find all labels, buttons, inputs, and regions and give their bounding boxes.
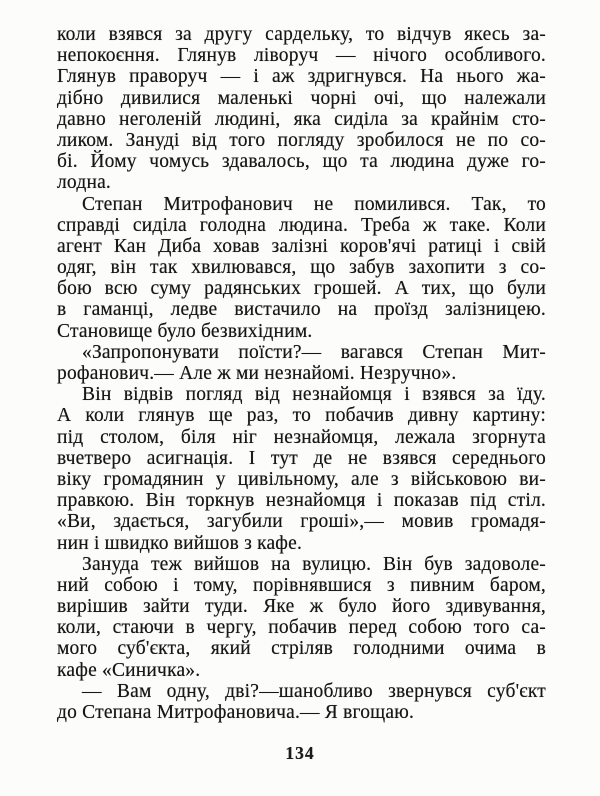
text-line: вчетверо асигнація. І тут де не взявся середнього: [57, 447, 546, 469]
body-text: [57, 24, 546, 723]
text-line: бі. Йому чомусь здавалось, що та людина дуже го-: [57, 151, 546, 173]
text-line: правкою. Він торкнув незнайомця і показав під стіл.: [57, 490, 546, 512]
text-line: ликом. Зануді від того погляду зробилося не по со-: [57, 129, 546, 151]
text-line: в гаманці, ледве вистачило на проїзд залізницею.: [57, 299, 546, 321]
page-number: 134: [285, 743, 315, 763]
text-line: «Ви, здається, загубили гроші»,— мовив громадя-: [57, 511, 546, 533]
text-line: лодна.: [57, 172, 112, 194]
text-line: справді сиділа голодна людина. Треба ж таке. Коли: [57, 214, 546, 236]
text-line: коли, стаючи в чергу, побачив перед собою того са-: [57, 617, 546, 639]
text-line: віку громадянин у цивільному, але з військовою ви-: [57, 468, 546, 490]
text-line: Становище було безвихідним.: [57, 320, 313, 342]
text-line: Він відвів погляд від незнайомця і взявся за їду.: [82, 384, 546, 406]
text-line: дібно дивилися маленькі чорні очі, що належали: [57, 87, 546, 109]
text-line: А коли глянув ще раз, то побачив дивну картину:: [57, 405, 546, 427]
text-line: давно неголеній людині, яка сиділа за крайнім сто-: [57, 108, 546, 130]
text-line: під столом, біля ніг незнайомця, лежала згорнута: [57, 426, 546, 448]
text-line: коли взявся за другу сардельку, то відчув якесь за-: [57, 24, 546, 45]
text-line: агент Кан Диба ховав залізні коров'ячі ратиці і свій: [57, 235, 546, 257]
text-line: рофанович.— Але ж ми незнайомі. Незручно».: [57, 363, 457, 384]
text-line: бою всю суму радянських грошей. А тих, що були: [57, 278, 546, 300]
text-line: Степан Митрофанович не помилився. Так, то: [82, 193, 546, 215]
text-line: вирішив зайти туди. Яке ж було його здивування,: [57, 596, 546, 618]
text-line: — Вам одну, дві?—шанобливо звернувся суб'єкт: [82, 680, 546, 702]
text-line: кафе «Синичка».: [57, 659, 201, 681]
text-line: «Запропонувати поїсти?— вагався Степан Мит-: [82, 341, 546, 363]
text-line: мого суб'єкта, який стріляв голодними очима в: [57, 638, 546, 660]
text-line: непокоєння. Глянув ліворуч — нічого особливого.: [57, 45, 546, 67]
text-line: Зануда теж вийшов на вулицю. Він був задоволе-: [82, 553, 546, 575]
text-line: до Степана Митрофановича.— Я вгощаю.: [57, 702, 415, 723]
text-line: ний собою і тому, порівнявшися з пивним баром,: [57, 574, 546, 596]
text-line: одяг, він так хвилювався, що забув захопити з со-: [57, 257, 546, 279]
text-line: Глянув праворуч — і аж здригнувся. На нього жа-: [57, 66, 546, 88]
text-line: нин і швидко вийшов з кафе.: [57, 532, 303, 554]
